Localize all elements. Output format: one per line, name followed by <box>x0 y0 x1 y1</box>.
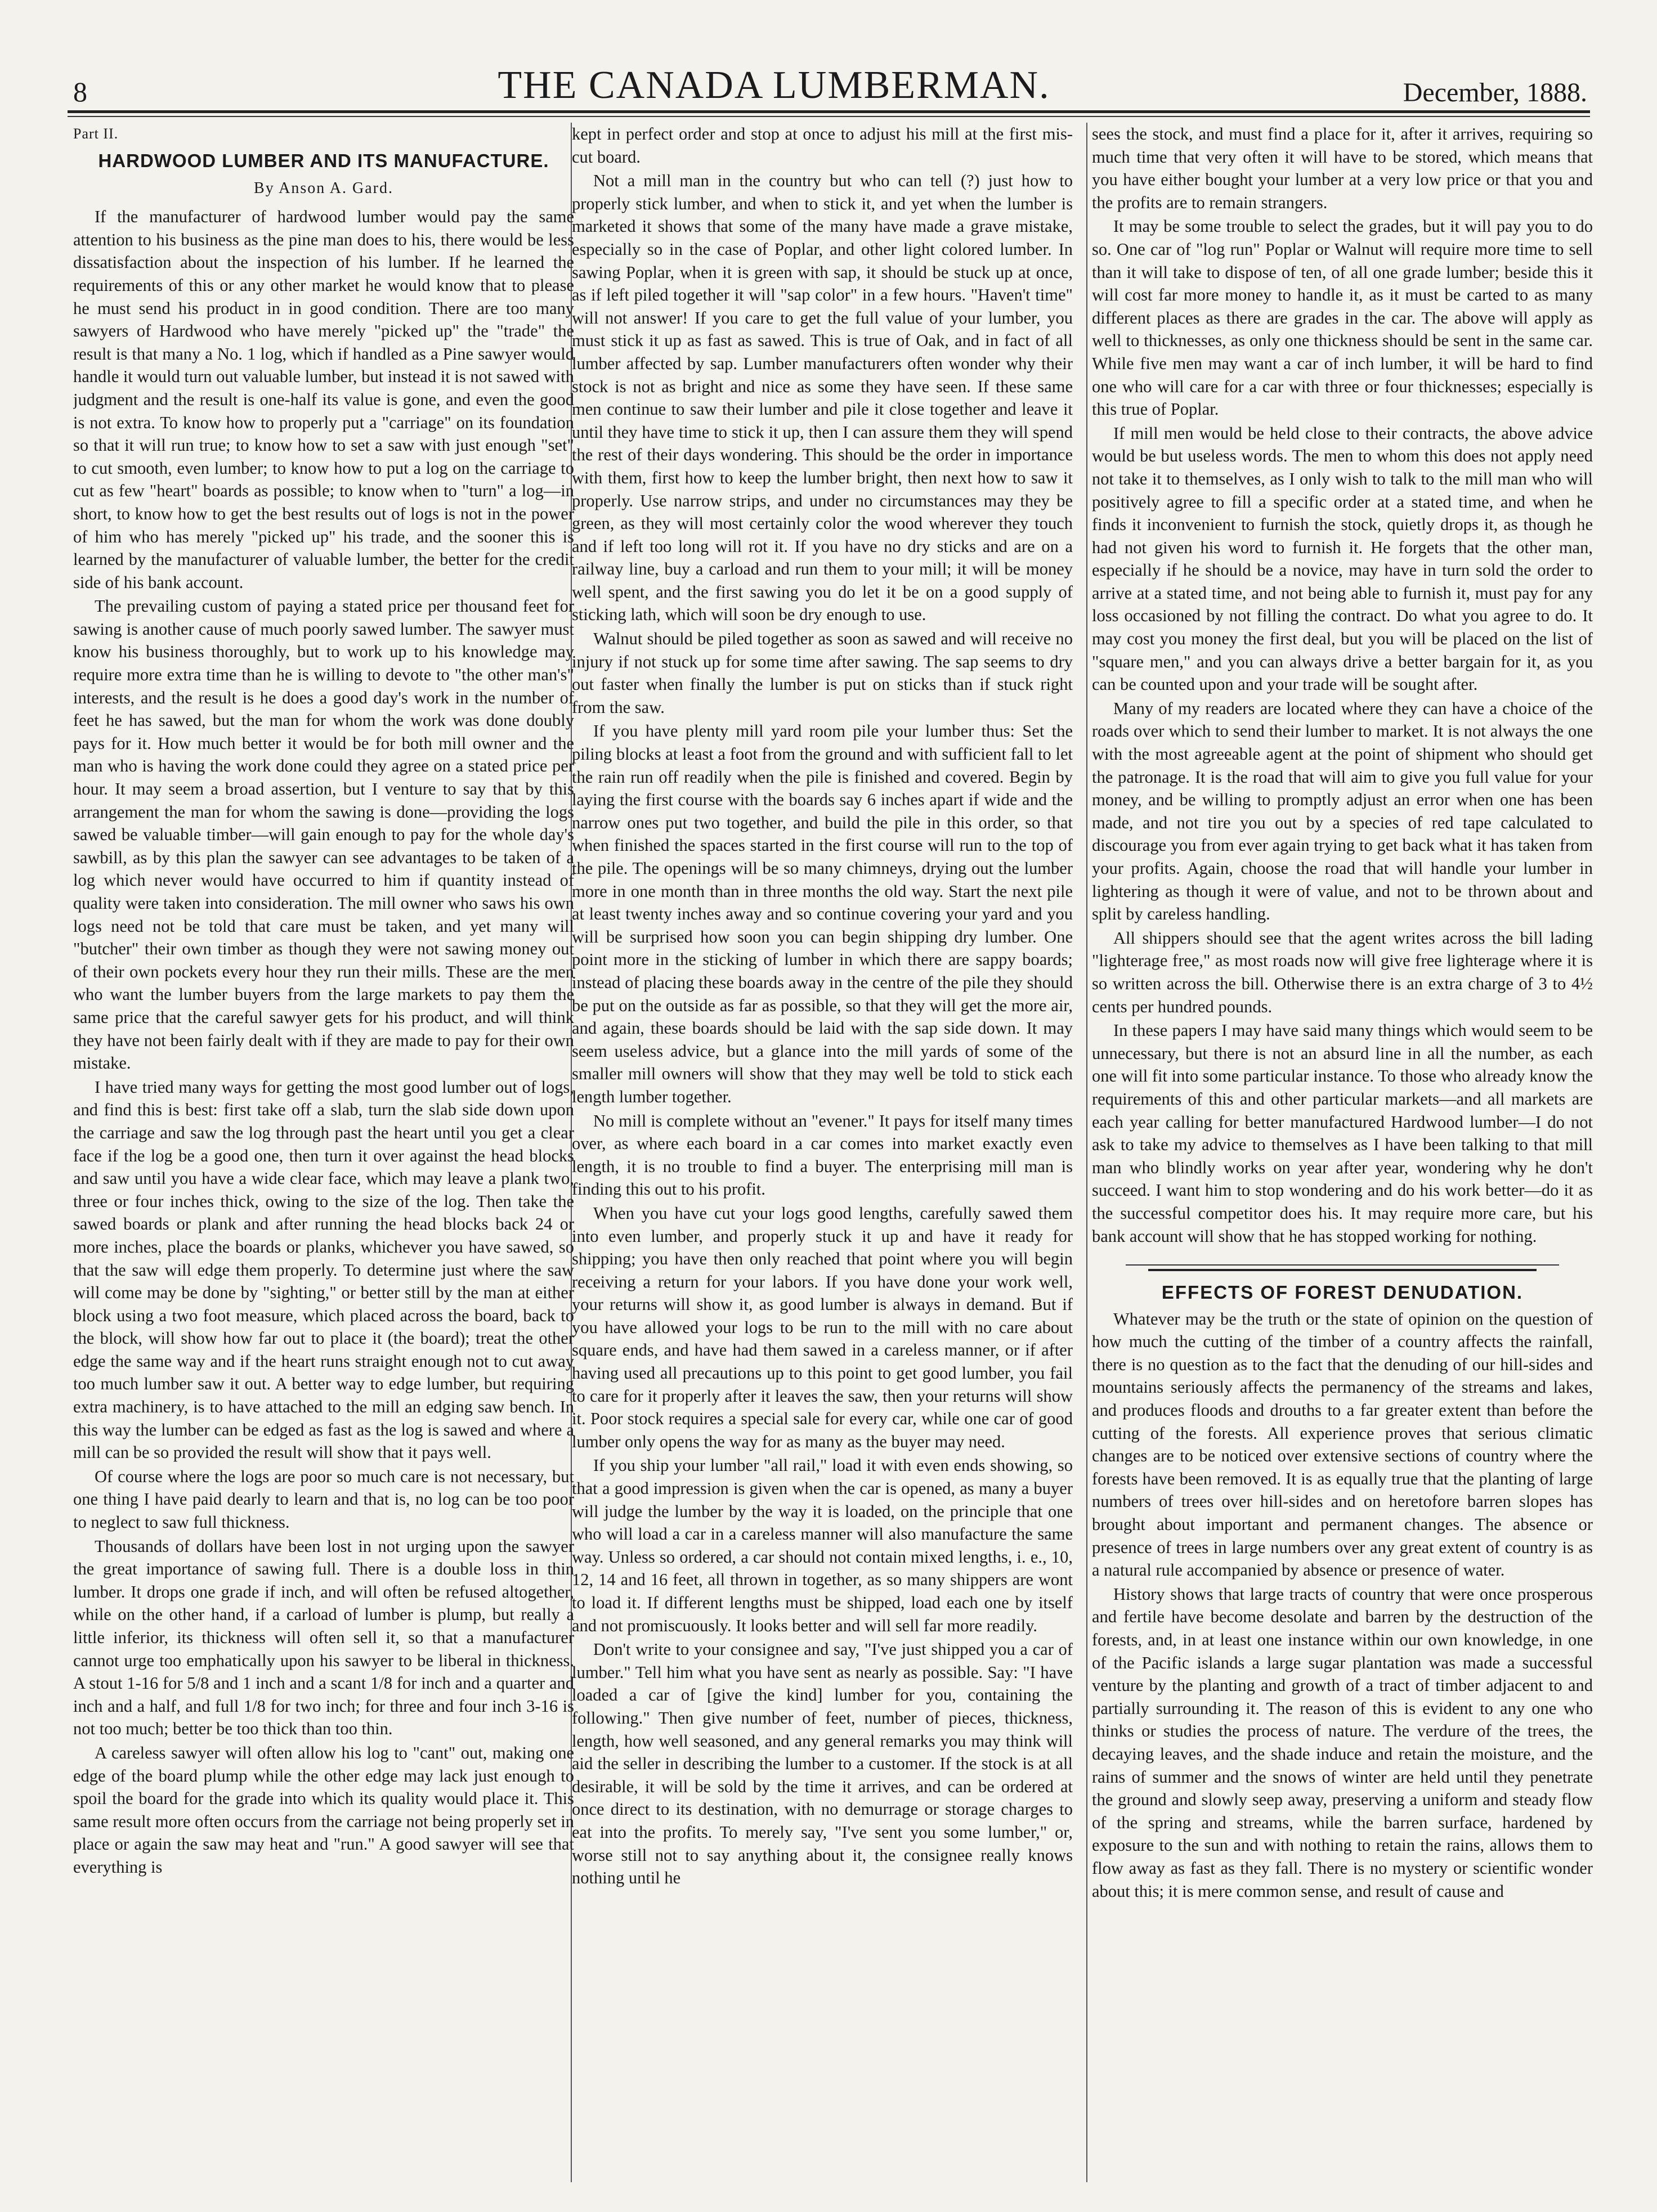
column-3 <box>1092 123 1593 2193</box>
section-rule <box>1126 1264 1559 1266</box>
paragraph: In these papers I may have said many things which would seem to be unnecessary, but there is not an absurd line in all the number, as each one will fit into some particular instance. To those who already know the requirements of this and other particular markets—and all markets are each year calling for better manufactured Hardwood lumber—I do not ask to take my advice to themselves as I have been talking to that mill man who blindly works on year after year, wondering why he don't succeed. I want him to stop wondering and do his work better—do it as the successful competitor does his. It may require more care, but his bank account will show that he has stopped working for nothing. <box>1092 1021 1593 1246</box>
paragraph: Thousands of dollars have been lost in not urging upon the sawyer the great importance of sawing full. There is a double loss in thin lumber. It drops one grade if inch, and will often be refused altogether, while on the other hand, if a carload of lumber is plump, but really a little inferior, its thickness will often sell it, so that a manufacturer cannot urge too emphatically upon his sawyer to be liberal in thickness. A stout 1-16 for 5/8 and 1 inch and a scant 1/8 for inch and a quarter and inch and a half, and full 1/8 for two inch; for three and four inch 3-16 is not too much; better be too thick than too thin. <box>73 1536 574 1739</box>
section-rule-thick <box>1148 1269 1537 1271</box>
paragraph: Many of my readers are located where they can have a choice of the roads over which to send their lumber to market. It is not always the one with the most agreeable agent at the point of shipment who should get the patronage. It is the road that will aim to give you full value for your money, and be willing to promptly adjust an error when one has been made, and not tire you out by a species of red tape calculated to discourage you from ever again trying to get back what it has taken from your profits. Again, choose the road that will handle your lumber in lightering as though it were of value, and not to be thrown about and split by careless handling. <box>1092 698 1593 924</box>
article-part: Part II. <box>73 125 119 142</box>
paper-title: THE CANADA LUMBERMAN. <box>498 64 1050 107</box>
paragraph: Whatever may be the truth or the state of opinion on the question of how much the cutting of the timber of a country affects the rainfall, there is no question as to the fact that the denuding of our hill-sides and mountains seriously affects the permanency of the streams and lakes, and produces floods and drouths to a far greater extent than before the cutting of the forests. All experience proves that serious climatic changes are to be noticed over extensive sections of country where the forests have been removed. It is as equally true that the planting of large numbers of trees over hill-sides and on heretofore barren slopes has brought about important and permanent changes. The absence or presence of trees in large numbers over any great extent of country is as a natural rule accompanied by absence or presence of water. <box>1092 1309 1593 1580</box>
paragraph: If you ship your lumber "all rail," load it with even ends showing, so that a good impression is given when the car is opened, as many a buyer will judge the lumber by the way it is loaded, on the principle that one who will load a car in a careless manner will also manufacture the same way. Unless so ordered, a car should not contain mixed lengths, i. e., 10, 12, 14 and 16 feet, all thrown in together, as so many shippers are wont to load it. If different lengths must be shipped, load each one by itself and not promiscuously. It looks better and will sell far more readily. <box>572 1456 1073 1635</box>
paragraph: No mill is complete without an "evener." It pays for itself many times over, as where each board in a car comes into market exactly even length, it is no trouble to find a buyer. The enterprising mill man is finding this out to his profit. <box>572 1111 1073 1199</box>
paragraph: Don't write to your consignee and say, "I've just shipped you a car of lumber." Tell him what you have sent as nearly as possible. Say: "I have loaded a car of [give the kind] lumber for you, containing the following." Then give number of feet, number of pieces, thickness, length, how well seasoned, and any general remarks you may think will aid the seller in describing the lumber to a customer. If the stock is at all desirable, it will be sold by the time it arrives, and can be ordered at once direct to its destination, with no demurrage or storage charges to eat into the profits. To merely say, "I've sent you some lumber," or, worse still not to say anything about it, the consignee really knows nothing until he <box>572 1640 1073 1888</box>
paragraph: If mill men would be held close to their contracts, the above advice would be but useless words. The men to whom this does not apply need not take it to themselves, as I only wish to talk to the mill man who will positively agree to fill a specific order at a stated time, and when he finds it inconvenient to furnish the stock, quietly drops it, as though he had not given his word to furnish it. He forgets that the other man, especially if he should be a novice, may have in turn sold the order to arrive at a stated time, and not being able to furnish it, must pay for any loss occasioned by not filling the contract. Do what you agree to do. It may cost you money the first deal, but you will be placed on the list of "square men," and you can always drive a better bargain for it, as you can be counted upon and your trade will be sought after. <box>1092 423 1593 694</box>
paragraph: I have tried many ways for getting the most good lumber out of logs, and find this is best: first take off a slab, turn the slab side down upon the carriage and saw the log through past the heart until you get a clear face if the log be a good one, then turn it over against the head blocks and saw until you have a wide clear face, which may leave a plank two, three or four inches thick, owing to the size of the log. Then take the sawed boards or plank and after running the head blocks back 24 or more inches, place the boards or planks, whichever you have sawed, so that the saw will edge them properly. To determine just where the saw will come may be done by "sighting," or better still by the man at either block using a two foot measure, which placed across the board, back to the block, will show how far out to place it (the board); treat the other edge the same way and if the heart runs straight enough not to cut away too much lumber saw it out. A better way to edge lumber, but requiring extra machinery, is to have attached to the mill an edging saw bench. In this way the lumber can be edged as fast as the log is sawed and where a mill can be so provided the result will show that it pays well. <box>73 1077 574 1462</box>
paragraph: It may be some trouble to select the grades, but it will pay you to do so. One car of "log run" Poplar or Walnut will require more time to sell than it will take to dispose of ten, of all one grade lumber; beside this it will cost far more money to handle it, as it must be carted to as many different places as there are grades in the car. The above will apply as well to thicknesses, as only one thickness should be sent in the same car. While five men may want a car of inch lumber, it will be hard to find one who will care for a car with three or four thicknesses; especially is this true of Poplar. <box>1092 217 1593 419</box>
paragraph: When you have cut your logs good lengths, carefully sawed them into even lumber, and properly stuck it up and have it ready for shipping; you have then only reached that point where you will begin receiving a return for your labors. If you have done your work well, your returns will show it, as good lumber is always in demand. But if you have allowed your logs to be run to the mill with no care about square ends, and have had them sawed in a careless manner, or if after having used all precautions up to this point to get good lumber, you fail to care for it properly after it leaves the saw, then your returns will show it. Poor stock requires a special sale for every car, while one car of good lumber only opens the way for as many as the buyer may need. <box>572 1203 1073 1451</box>
paragraph: If you have plenty mill yard room pile your lumber thus: Set the piling blocks at least a foot from the ground and with sufficient fall to let the rain run off readily when the pile is finished and covered. Begin by laying the first course with the boards say 6 inches apart if wide and the narrow ones put two together, and build the pile in this order, so that when finished the spaces started in the first course will run to the top of the pile. The openings will be so many chimneys, drying out the lumber more in one month than in three months the old way. Start the next pile at least twenty inches away and so continue covering your yard and you will be surprised how soon you can begin shipping dry lumber. One point more in the sticking of lumber in which there are sappy boards; instead of placing these boards away in the centre of the pile they should be put on the outside as far as possible, so that they will get the more air, and again, these boards should be laid with the sap side down. It may seem useless advice, but a glance into the mill yards of some of the smaller mill owners will show that they may well be told to stick each length lumber together. <box>572 721 1073 1106</box>
masthead <box>73 66 1587 108</box>
column-1 <box>73 123 574 2193</box>
paragraph: sees the stock, and must find a place for it, after it arrives, requiring so much time that very often it will have to be stored, which means that you have either bought your lumber at a very low price or that you and the profits are to remain strangers. <box>1092 124 1593 212</box>
column-2 <box>572 123 1073 2193</box>
paragraph: kept in perfect order and stop at once to adjust his mill at the first mis-cut board. <box>572 124 1073 167</box>
header-rule-thin <box>68 116 1590 117</box>
paragraph: The prevailing custom of paying a stated price per thousand feet for sawing is another cause of much poorly sawed lumber. The sawyer must know his business thoroughly, but to work up to his knowledge may require more extra time than he is willing to devote to "the other man's" interests, and the result is he does a good day's work in the number of feet he has sawed, but the man for whom the work was done doubly pays for it. How much better it would be for both mill owner and the man who is having the work done could they agree on a stated price per hour. It may seem a broad assertion, but I venture to say that by this arrangement the man for whom the sawing is done—providing the logs sawed be valuable timber—will gain enough to pay for the whole day's sawbill, as by this plan the sawyer can see advantages to be taken of a log which never would have occurred to him if quantity instead of quality were taken into consideration. The mill owner who saws his own logs need not be told that care must be taken, and yet many will "butcher" their own timber as though they were not sawing money out of their own pockets every hour they run their mills. These are the men who want the lumber buyers from the large markets to pay them the same price that the careful sawyer gets for his product, and will think they have not been fairly dealt with if they are made to pay for their own mistake. <box>73 596 574 1073</box>
paragraph: Of course where the logs are poor so much care is not necessary, but one thing I have paid dearly to learn and that is, no log can be too poor to neglect to saw full thickness. <box>73 1466 574 1532</box>
paragraph: Not a mill man in the country but who can tell (?) just how to properly stick lumber, and when to stick it, and yet when the lumber is marketed it shows that some of the many have made a grave mistake, especially so in the case of Poplar, and other light colored lumber. In sawing Poplar, when it is green with sap, it should be stuck up at once, as if left piled together it will "sap color" in a few hours. "Haven't time" will not answer! If you care to get the full value of your lumber, you must stick it up as fast as sawed. This is true of Oak, and in fact of all lumber affected by sap. Lumber manufacturers often wonder why their stock is not as bright and nice as some they have seen. If these same men continue to saw their lumber and pile it close together and leave it until they have time to stick it up, then I can assure them they will spend the rest of their days wondering. This should be the order in importance with them, first how to keep the lumber bright, then next how to saw it properly. Use narrow strips, and under no circumstances may they be green, as they will most certainly color the wood wherever they touch and if left too long will rot it. If you have no dry sticks and are on a railway line, buy a carload and run them to your mill; it will be money well spent, and the first sawing you do let it be on a good supply of sticking lath, which will soon be dry enough to use. <box>572 171 1073 625</box>
header-rule <box>68 110 1590 113</box>
issue-date: December, 1888. <box>1403 78 1587 107</box>
article-byline: By Anson A. Gard. <box>254 179 393 197</box>
column-divider <box>1086 123 1087 2182</box>
paragraph: All shippers should see that the agent writes across the bill lading "lighterage free," as most roads now will give free lighterage where it is so written across the bill. Otherwise there is an extra charge of 3 to 4½ cents per hundred pounds. <box>1092 928 1593 1016</box>
article-title: HARDWOOD LUMBER AND ITS MANUFACTURE. <box>98 150 549 171</box>
paragraph: History shows that large tracts of country that were once prosperous and fertile have become desolate and barren by the destruction of the forests, and, in at least one instance within our own knowledge, in one of the Pacific islands a large sugar plantation was made a successful venture by the planting and growth of a tract of timber adjacent to and partially surrounding it. The reason of this is evident to any one who thinks or studies the process of nature. The verdure of the trees, the decaying leaves, and the shade induce and retain the moisture, and the rains of summer and the snows of winter are held until they penetrate the ground and slowly seep away, preserving a uniform and steady flow of the spring and streams, while the barren surface, hardened by exposure to the sun and with nothing to retain the rains, allows them to flow away as fast as they fall. There is no mystery or scientific wonder about this; it is mere common sense, and result of cause and <box>1092 1584 1593 1901</box>
page-number: 8 <box>73 76 87 107</box>
paragraph: If the manufacturer of hardwood lumber would pay the same attention to his business as the pine man does to his, there would be less dissatisfaction about the inspection of his lumber. If he learned the requirements of this or any other market he would know that to please he must send his product in in good condition. There are too many sawyers of Hardwood who have merely "picked up" the "trade" the result is that many a No. 1 log, which if handled as a Pine sawyer would handle it would turn out valuable lumber, but instead it is not sawed with judgment and the result is one-half its value is gone, and even the good is not extra. To know how to properly put a "carriage" on its foundation so that it will run true; to know how to set a saw with just enough "set" to cut smooth, even lumber; to know how to put a log on the carriage to cut as few "heart" boards as possible; to know when to "turn" a log—in short, to know how to get the best results out of logs is not in the power of him who has merely "picked up" his trade, and the sooner this is learned by the manufacturer of valuable lumber, the better for the credit side of his bank account. <box>73 207 574 592</box>
paragraph: Walnut should be piled together as soon as sawed and will receive no injury if not stuck up for some time after sawing. The sap seems to dry out faster when finally the lumber is put on sticks than if stuck right from the saw. <box>572 629 1073 717</box>
article-title: EFFECTS OF FOREST DENUDATION. <box>1161 1282 1524 1303</box>
paragraph: A careless sawyer will often allow his log to "cant" out, making one edge of the board plump while the other edge may lack just enough to spoil the board for the grade into which its quality would place it. This same result more often occurs from the carriage not being properly set in place or again the saw may heat and "run." A good sawyer will see that everything is <box>73 1743 574 1877</box>
